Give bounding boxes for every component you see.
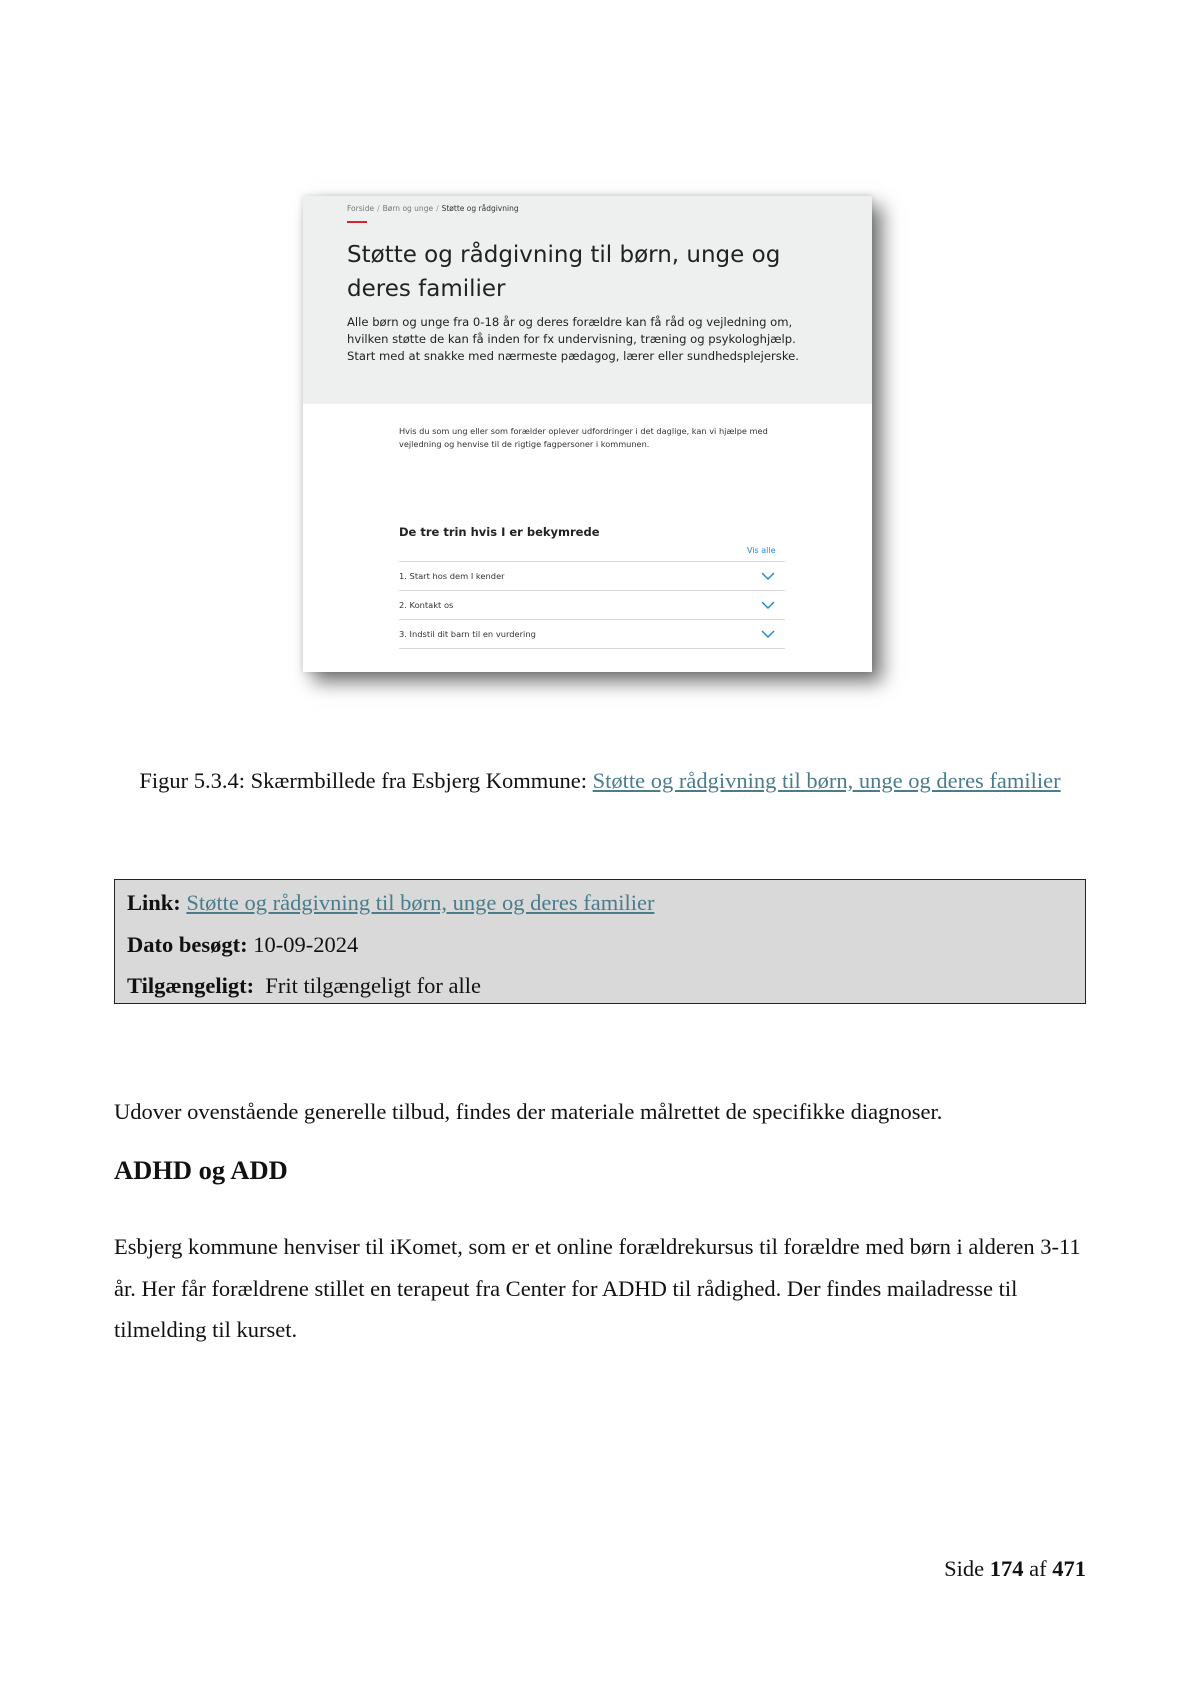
accordion-item-label: 1. Start hos dem I kender — [399, 571, 505, 581]
footer-prefix: Side — [944, 1556, 985, 1581]
embedded-screenshot — [303, 196, 872, 672]
link-row — [127, 882, 1073, 924]
chevron-down-icon — [761, 629, 775, 639]
chevron-down-icon — [761, 571, 775, 581]
steps-accordion — [399, 561, 785, 649]
page-total: 471 — [1052, 1556, 1086, 1581]
access-row — [127, 965, 1073, 1007]
breadcrumb-separator: / — [377, 204, 380, 213]
source-link[interactable]: Støtte og rådgivning til børn, unge og deres familier — [186, 890, 655, 915]
date-value: 10-09-2024 — [253, 931, 359, 957]
screenshot-body — [303, 404, 872, 672]
steps-heading: De tre trin hvis I er bekymrede — [399, 525, 600, 539]
date-label: Dato besøgt: — [127, 931, 248, 957]
screenshot-intro-text: Hvis du som ung eller som forælder oplever udfordringer i det daglige, kan vi hjælpe med vejledning og henvise til de rigtige fagpersoner i kommunen. — [399, 426, 768, 449]
show-all-link[interactable]: Vis alle — [747, 546, 776, 555]
page-footer — [944, 1556, 1086, 1582]
figure-caption — [130, 760, 1070, 802]
caption-prefix: Figur 5.3.4: Skærmbillede fra Esbjerg Kommune: — [139, 768, 593, 793]
date-row — [127, 924, 1073, 966]
body-paragraph: Esbjerg kommune henviser til iKomet, som er et online forældrekursus til forældre med børn i alderen 3-11 år. Her får forældrene stillet en terapeut fra Center for ADHD til rådighed. Der findes mailadresse til tilmelding til kurset. — [114, 1234, 1081, 1342]
accordion-item-2[interactable] — [399, 591, 785, 620]
source-info-box — [114, 879, 1086, 1004]
access-label: Tilgængeligt: — [127, 973, 255, 998]
accordion-item-label: 3. Indstil dit barn til en vurdering — [399, 629, 536, 639]
breadcrumb-item-current: Støtte og rådgivning — [441, 204, 519, 213]
caption-link[interactable]: Støtte og rådgivning til børn, unge og deres familier — [592, 768, 1061, 793]
access-value: Frit tilgængeligt for alle — [265, 973, 481, 998]
link-label: Link: — [127, 890, 181, 915]
screenshot-lead-text: Alle børn og unge fra 0-18 år og deres forældre kan få råd og vejledning om, hvilken støtte de kan få inden for fx undervisning, træning og psykologhjælp. Start med at snakke med nærmeste pædagog, lærer eller sundhedsplejerske. — [347, 315, 799, 363]
breadcrumb-item-home[interactable]: Forside — [347, 204, 375, 213]
footer-of: af — [1029, 1556, 1047, 1581]
body-paragraph: Udover ovenstående generelle tilbud, findes der materiale målrettet de specifikke diagnoser. — [114, 1099, 943, 1124]
breadcrumb-separator: / — [436, 204, 439, 213]
chevron-down-icon — [761, 600, 775, 610]
accordion-item-label: 2. Kontakt os — [399, 600, 454, 610]
breadcrumb-item-children[interactable]: Børn og unge — [382, 204, 434, 213]
page-number: 174 — [989, 1556, 1024, 1581]
accordion-item-1[interactable] — [399, 562, 785, 591]
section-heading: ADHD og ADD — [114, 1155, 288, 1185]
screenshot-page-title: Støtte og rådgivning til børn, unge og deres familier — [347, 242, 781, 302]
accordion-item-3[interactable] — [399, 620, 785, 649]
screenshot-hero — [303, 196, 872, 404]
accent-divider — [347, 221, 367, 223]
breadcrumb — [347, 204, 519, 213]
